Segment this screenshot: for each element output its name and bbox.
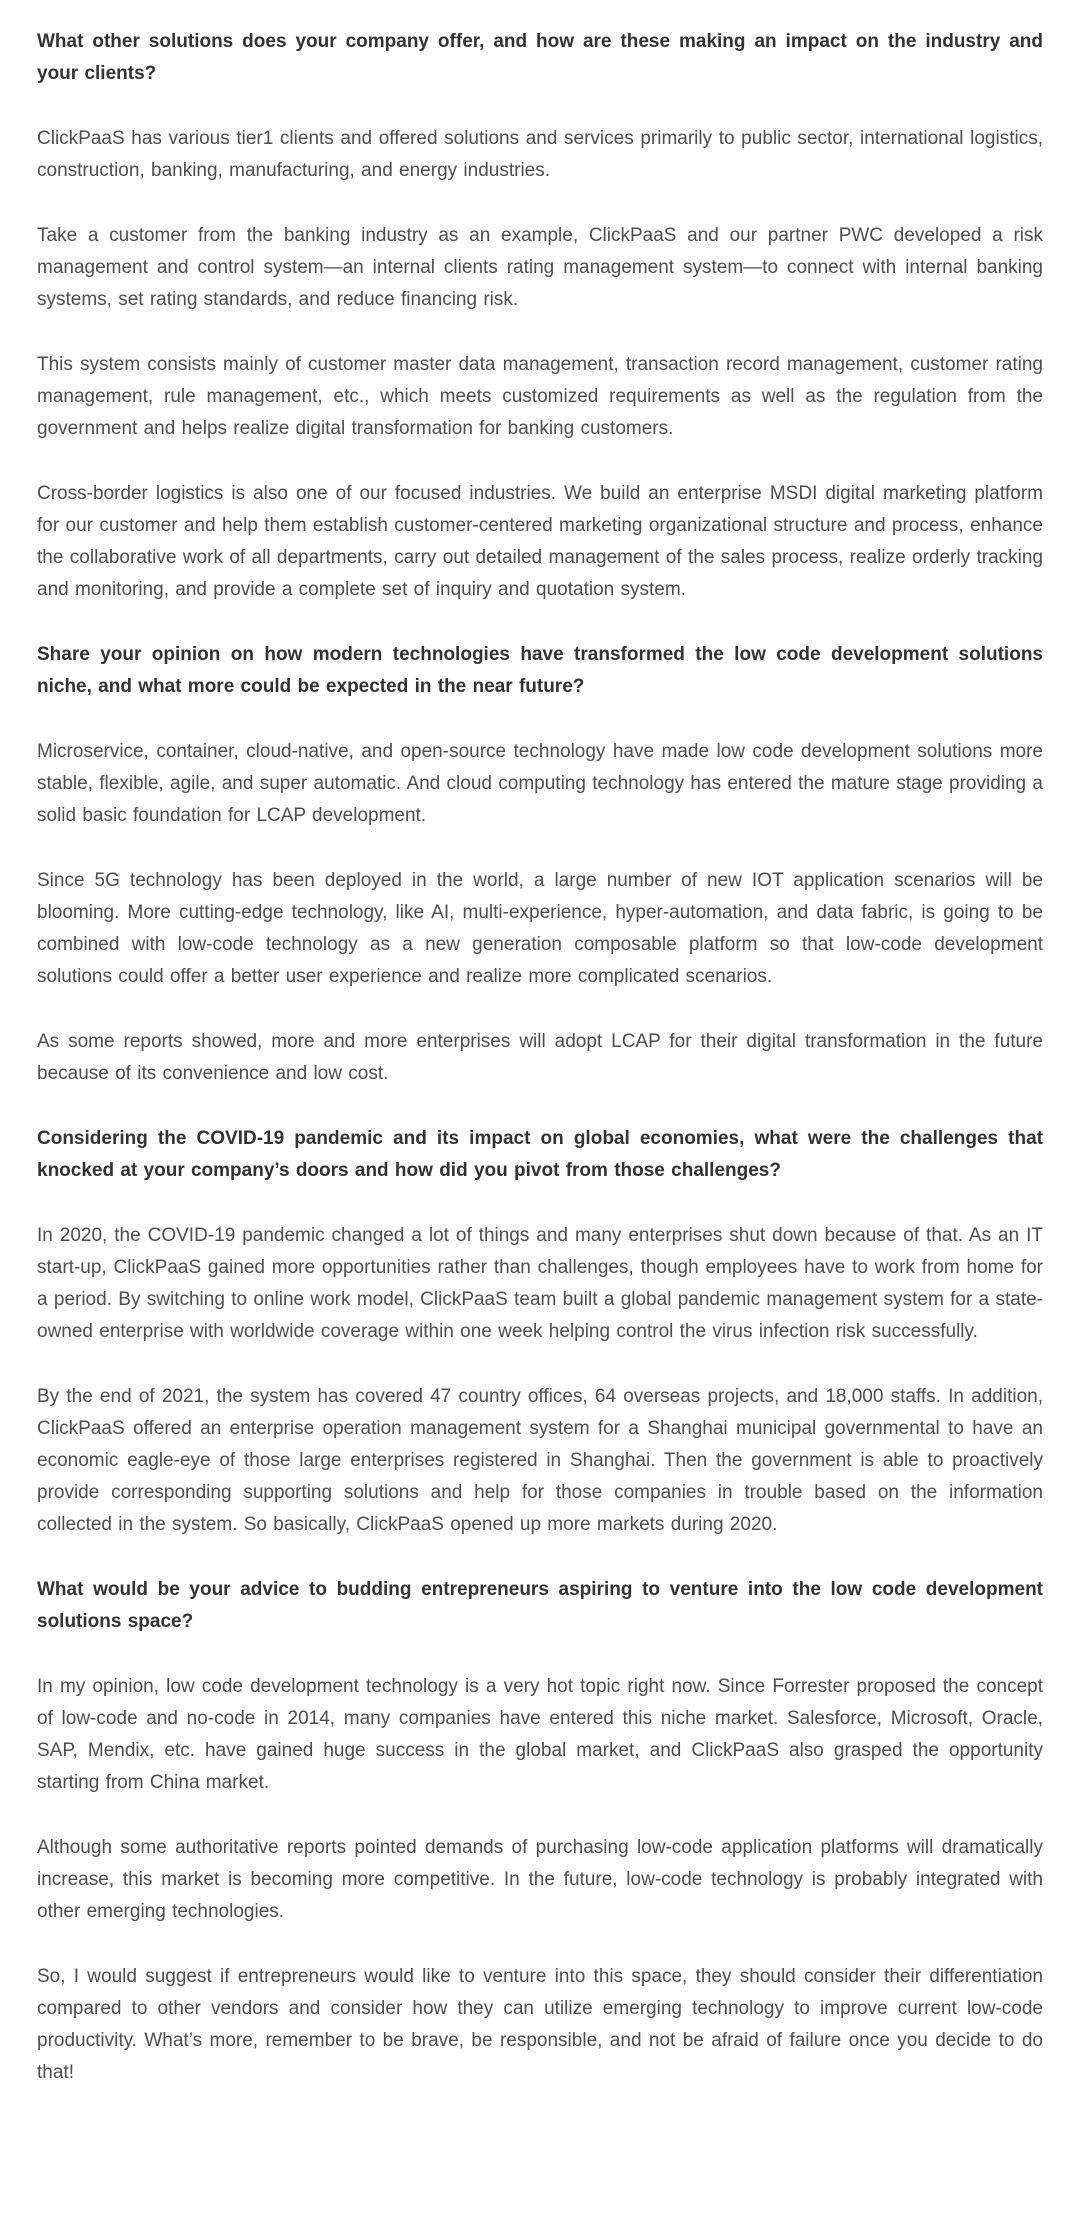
answer-paragraph-system-components: This system consists mainly of customer master data management, transaction record management, customer rating management, rule management, etc., which meets customized requirements as well as the regulation from the government and helps realize digital transformation for banking customers. — [37, 354, 1043, 439]
answer-paragraph-microservice-cloud: Microservice, container, cloud-native, and open-source technology have made low code development solutions more stable, flexible, agile, and super automatic. And cloud computing technology has entered the mature stage providing a solid basic foundation for LCAP development. — [37, 741, 1043, 826]
answer-paragraph-lcap-adoption: As some reports showed, more and more enterprises will adopt LCAP for their digital transformation in the future because of its convenience and low cost. — [37, 1031, 1043, 1084]
answer-paragraph-suggestion-brave: So, I would suggest if entrepreneurs would like to venture into this space, they should consider their differentiation compared to other vendors and consider how they can utilize emerging technology to improve current low-code productivity. What’s more, remember to be brave, be responsible, and not be afraid of failure once you decide to do that! — [37, 1966, 1043, 2083]
answer-paragraph-pandemic-2020: In 2020, the COVID-19 pandemic changed a lot of things and many enterprises shut down because of that. As an IT start-up, ClickPaaS gained more opportunities rather than challenges, though employees have to work from home for a period. By switching to online work model, ClickPaaS team built a global pandemic management system for a state-owned enterprise with worldwide coverage within one week helping control the virus infection risk successfully. — [37, 1225, 1043, 1342]
interview-question-covid-challenges: Considering the COVID-19 pandemic and its impact on global economies, what were the challenges that knocked at your company’s doors and how did you pivot from those challenges? — [37, 1128, 1043, 1181]
answer-paragraph-banking-example: Take a customer from the banking industry as an example, ClickPaaS and our partner PWC developed a risk management and control system—an internal clients rating management system—to connect with internal banking systems, set rating standards, and reduce financing risk. — [37, 225, 1043, 310]
answer-paragraph-system-coverage-2021: By the end of 2021, the system has covered 47 country offices, 64 overseas projects, and 18,000 staffs. In addition, ClickPaaS offered an enterprise operation management system for a Shanghai municipal governmental to have an economic eagle-eye of those large enterprises registered in Shanghai. Then the government is able to proactively provide corresponding supporting solutions and help for those companies in trouble based on the information collected in the system. So basically, ClickPaaS opened up more markets during 2020. — [37, 1386, 1043, 1535]
answer-paragraph-clients-industries: ClickPaaS has various tier1 clients and offered solutions and services primarily to public sector, international logistics, construction, banking, manufacturing, and energy industries. — [37, 128, 1043, 181]
answer-paragraph-market-competitive: Although some authoritative reports pointed demands of purchasing low-code application platforms will dramatically increase, this market is becoming more competitive. In the future, low-code technology is probably integrated with other emerging technologies. — [37, 1837, 1043, 1922]
interview-question-other-solutions: What other solutions does your company offer, and how are these making an impact on the industry and your clients? — [37, 31, 1043, 84]
answer-paragraph-5g-iot: Since 5G technology has been deployed in the world, a large number of new IOT application scenarios will be blooming. More cutting-edge technology, like AI, multi-experience, hyper-automation, and data fabric, is going to be combined with low-code technology as a new generation composable platform so that low-code development solutions could offer a better user experience and realize more complicated scenarios. — [37, 870, 1043, 987]
answer-paragraph-hot-topic: In my opinion, low code development technology is a very hot topic right now. Since Forrester proposed the concept of low-code and no-code in 2014, many companies have entered this niche market. Salesforce, Microsoft, Oracle, SAP, Mendix, etc. have gained huge success in the global market, and ClickPaaS also grasped the opportunity starting from China market. — [37, 1676, 1043, 1793]
interview-question-advice-entrepreneurs: What would be your advice to budding entrepreneurs aspiring to venture into the low code development solutions space? — [37, 1579, 1043, 1632]
interview-article — [37, 26, 1043, 2089]
answer-paragraph-crossborder-logistics: Cross-border logistics is also one of our focused industries. We build an enterprise MSDI digital marketing platform for our customer and help them establish customer-centered marketing organizational structure and process, enhance the collaborative work of all departments, carry out detailed management of the sales process, realize orderly tracking and monitoring, and provide a complete set of inquiry and quotation system. — [37, 483, 1043, 600]
interview-question-modern-technologies: Share your opinion on how modern technologies have transformed the low code development solutions niche, and what more could be expected in the near future? — [37, 644, 1043, 697]
